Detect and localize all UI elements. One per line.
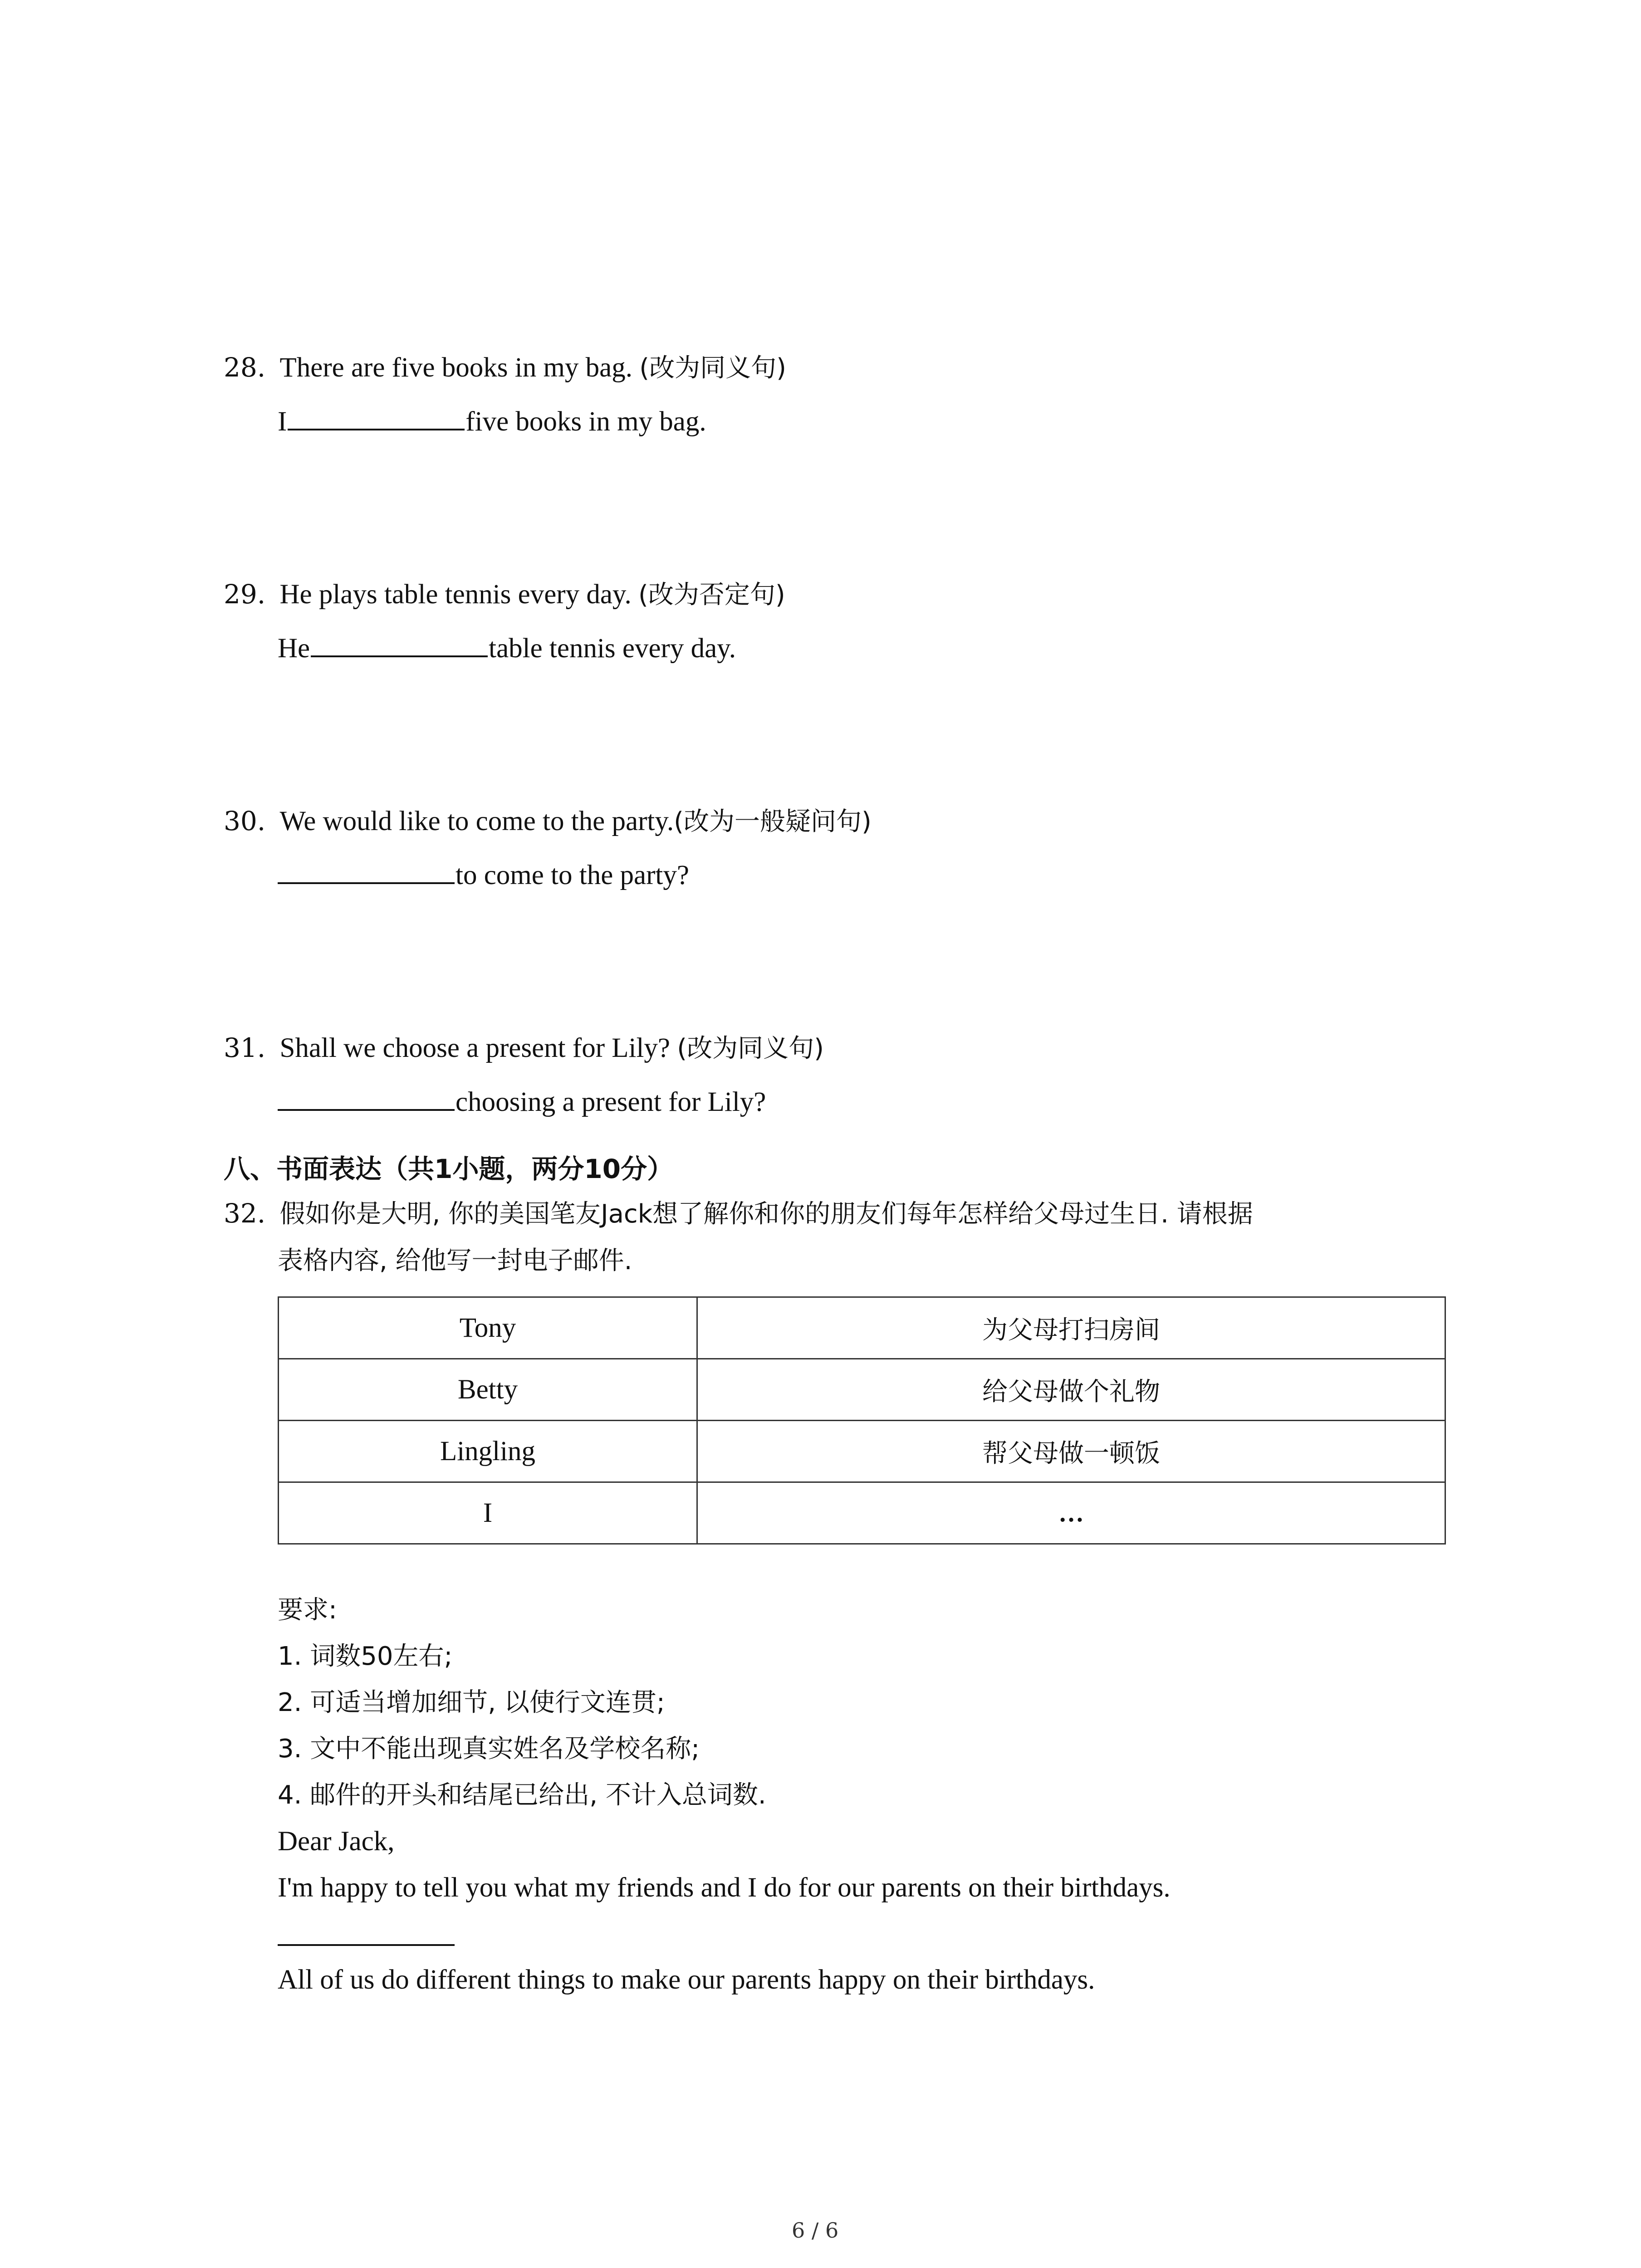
answer-suffix: choosing a present for Lily? [456, 1087, 766, 1117]
requirement-item: 1. 词数50左右; [278, 1642, 453, 1671]
answer-blank[interactable] [278, 1083, 455, 1111]
question-30 [224, 805, 872, 838]
name-cell: I [279, 1482, 697, 1544]
activity-table [278, 1296, 1446, 1545]
question-sentence: Shall we choose a present for Lily? [279, 1033, 670, 1063]
question-instruction: (改为同义句) [639, 353, 786, 383]
page-number: 6 / 6 [792, 2218, 839, 2243]
table-row [279, 1359, 1445, 1421]
question-31 [224, 1032, 824, 1065]
question-number: 31. [224, 1032, 266, 1063]
name-cell: Tony [279, 1297, 697, 1359]
question-number: 28. [224, 352, 266, 383]
name-cell: Betty [279, 1359, 697, 1421]
answer-line-30 [278, 856, 689, 891]
question-29 [224, 578, 785, 611]
action-cell: 为父母打扫房间 [697, 1297, 1445, 1359]
email-body-blank[interactable] [278, 1918, 455, 1946]
email-opening: I'm happy to tell you what my friends and I do for our parents on their birthdays. [278, 1872, 1171, 1903]
action-cell: 给父母做个礼物 [697, 1359, 1445, 1421]
question-28 [224, 352, 786, 384]
table-row [279, 1482, 1445, 1544]
name-cell: Lingling [279, 1421, 697, 1482]
table-row [279, 1421, 1445, 1482]
question-number: 30. [224, 806, 266, 836]
question-sentence: There are five books in my bag. [279, 352, 632, 383]
answer-blank[interactable] [278, 856, 455, 884]
answer-line-31 [278, 1083, 766, 1118]
requirement-item: 4. 邮件的开头和结尾已给出, 不计入总词数. [278, 1780, 766, 1810]
question-32 [224, 1198, 1253, 1230]
prompt-line-2: 表格内容, 给他写一封电子邮件. [278, 1246, 632, 1276]
table-row [279, 1297, 1445, 1359]
answer-line-28 [278, 402, 706, 438]
requirement-item: 2. 可适当增加细节, 以使行文连贯; [278, 1688, 665, 1717]
question-instruction: (改为否定句) [638, 580, 785, 610]
question-sentence: He plays table tennis every day. [279, 579, 632, 610]
answer-suffix: to come to the party? [456, 860, 689, 890]
action-cell: 帮父母做一顿饭 [697, 1421, 1445, 1482]
section-heading: 八、书面表达（共1小题，两分10分） [224, 1154, 674, 1184]
question-number: 32. [224, 1198, 266, 1229]
prompt-line-1: 假如你是大明, 你的美国笔友Jack想了解你和你的朋友们每年怎样给父母过生日. 请根据 [279, 1199, 1253, 1229]
action-cell: … [697, 1482, 1445, 1544]
question-number: 29. [224, 579, 266, 610]
answer-suffix: five books in my bag. [465, 406, 706, 437]
answer-suffix: table tennis every day. [489, 633, 736, 664]
email-closing: All of us do different things to make our parents happy on their birthdays. [278, 1965, 1095, 1995]
answer-prefix: He [278, 633, 310, 664]
answer-prefix: I [278, 406, 287, 437]
requirement-item: 3. 文中不能出现真实姓名及学校名称; [278, 1734, 700, 1764]
requirements-title: 要求: [278, 1595, 337, 1625]
question-instruction: (改为一般疑问句) [674, 807, 872, 836]
question-sentence: We would like to come to the party. [279, 806, 674, 836]
question-instruction: (改为同义句) [677, 1034, 824, 1063]
answer-line-29 [278, 629, 736, 665]
answer-blank[interactable] [288, 402, 465, 430]
email-greeting: Dear Jack, [278, 1826, 395, 1857]
answer-blank[interactable] [311, 629, 488, 657]
